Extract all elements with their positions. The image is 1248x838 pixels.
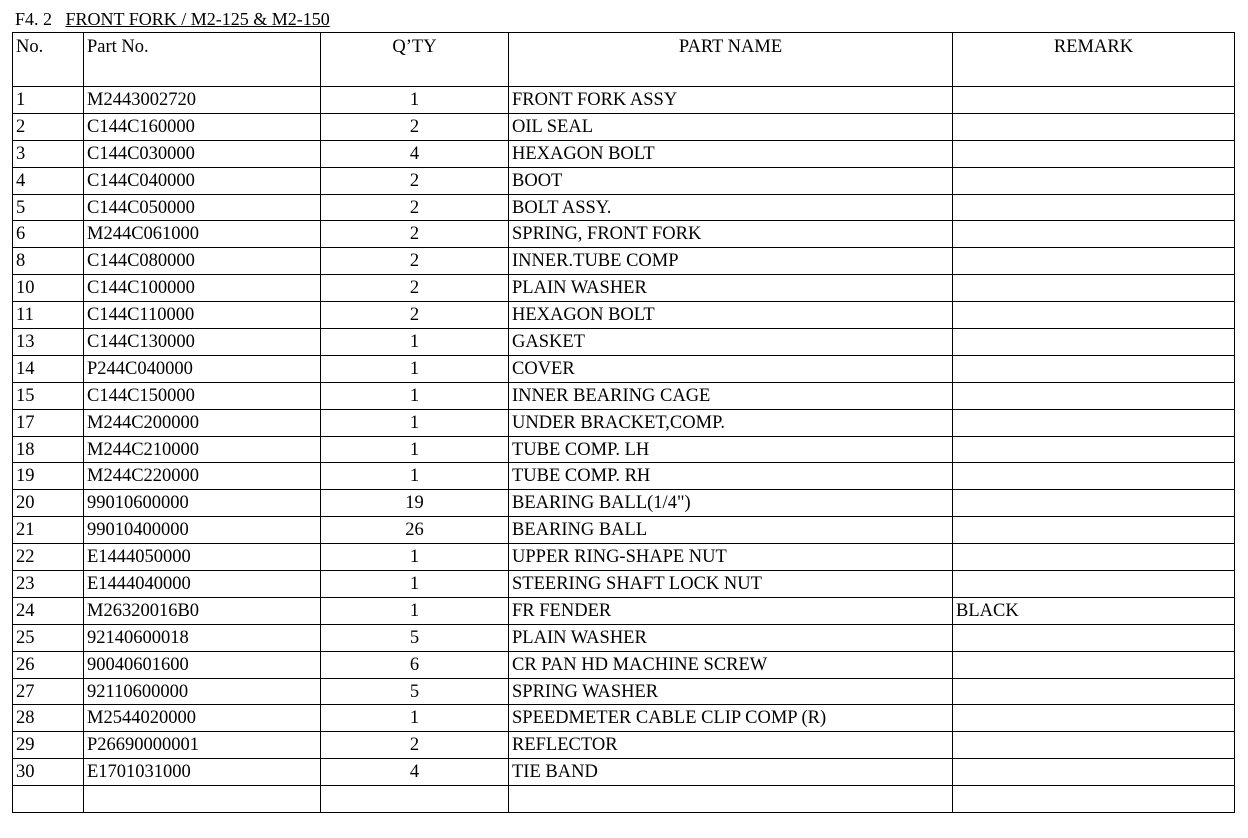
cell-part-no: C144C050000 — [84, 194, 321, 221]
cell-remark — [953, 786, 1235, 813]
table-row — [13, 544, 1235, 571]
cell-part-no: M244C220000 — [84, 463, 321, 490]
cell-no: 26 — [13, 651, 84, 678]
cell-qty: 1 — [321, 705, 509, 732]
table-header-row — [13, 33, 1235, 87]
cell-remark — [953, 463, 1235, 490]
cell-part-no: 99010600000 — [84, 490, 321, 517]
cell-part-name: BEARING BALL — [509, 517, 953, 544]
cell-part-name: REFLECTOR — [509, 732, 953, 759]
cell-part-no: C144C160000 — [84, 113, 321, 140]
cell-no: 1 — [13, 87, 84, 114]
cell-remark — [953, 113, 1235, 140]
cell-part-name: BOLT ASSY. — [509, 194, 953, 221]
cell-no: 5 — [13, 194, 84, 221]
cell-part-no: 90040601600 — [84, 651, 321, 678]
table-row — [13, 167, 1235, 194]
cell-qty: 4 — [321, 759, 509, 786]
cell-no: 21 — [13, 517, 84, 544]
cell-remark — [953, 194, 1235, 221]
cell-no: 23 — [13, 571, 84, 598]
cell-no: 22 — [13, 544, 84, 571]
cell-remark — [953, 517, 1235, 544]
cell-remark — [953, 544, 1235, 571]
cell-part-no: 99010400000 — [84, 517, 321, 544]
cell-part-no: C144C130000 — [84, 329, 321, 356]
cell-part-no: 92110600000 — [84, 678, 321, 705]
table-row — [13, 678, 1235, 705]
column-header-no: No. — [13, 33, 84, 87]
cell-qty: 6 — [321, 651, 509, 678]
table-row — [13, 786, 1235, 813]
table-row — [13, 355, 1235, 382]
cell-remark — [953, 87, 1235, 114]
cell-qty: 2 — [321, 275, 509, 302]
table-row — [13, 87, 1235, 114]
table-row — [13, 409, 1235, 436]
cell-no: 18 — [13, 436, 84, 463]
cell-no: 3 — [13, 140, 84, 167]
cell-part-no: C144C110000 — [84, 302, 321, 329]
cell-remark — [953, 571, 1235, 598]
cell-remark — [953, 678, 1235, 705]
cell-part-name: HEXAGON BOLT — [509, 140, 953, 167]
table-row — [13, 382, 1235, 409]
cell-qty: 5 — [321, 624, 509, 651]
cell-part-no: C144C040000 — [84, 167, 321, 194]
table-row — [13, 275, 1235, 302]
cell-qty: 2 — [321, 221, 509, 248]
cell-remark — [953, 436, 1235, 463]
cell-no: 8 — [13, 248, 84, 275]
cell-part-name: PLAIN WASHER — [509, 275, 953, 302]
cell-no: 13 — [13, 329, 84, 356]
table-row — [13, 113, 1235, 140]
cell-remark — [953, 490, 1235, 517]
cell-part-no — [84, 786, 321, 813]
cell-part-no: M244C200000 — [84, 409, 321, 436]
cell-part-name: HEXAGON BOLT — [509, 302, 953, 329]
table-row — [13, 517, 1235, 544]
cell-qty: 2 — [321, 732, 509, 759]
cell-no: 24 — [13, 597, 84, 624]
cell-part-name: SPRING WASHER — [509, 678, 953, 705]
section-title: FRONT FORK / M2-125 & M2-150 — [65, 9, 330, 29]
cell-remark — [953, 302, 1235, 329]
table-row — [13, 490, 1235, 517]
cell-qty: 1 — [321, 463, 509, 490]
table-row — [13, 302, 1235, 329]
table-row — [13, 571, 1235, 598]
column-header-part-name: PART NAME — [509, 33, 953, 87]
cell-qty: 26 — [321, 517, 509, 544]
cell-part-name: CR PAN HD MACHINE SCREW — [509, 651, 953, 678]
cell-part-name: GASKET — [509, 329, 953, 356]
cell-remark — [953, 651, 1235, 678]
table-row — [13, 624, 1235, 651]
cell-part-name: TIE BAND — [509, 759, 953, 786]
cell-remark — [953, 382, 1235, 409]
table-row — [13, 463, 1235, 490]
table-row — [13, 732, 1235, 759]
cell-qty: 1 — [321, 597, 509, 624]
cell-qty: 19 — [321, 490, 509, 517]
table-row — [13, 140, 1235, 167]
cell-part-name: INNER.TUBE COMP — [509, 248, 953, 275]
cell-qty: 1 — [321, 409, 509, 436]
cell-part-name: OIL SEAL — [509, 113, 953, 140]
parts-table — [12, 32, 1235, 813]
cell-no: 29 — [13, 732, 84, 759]
cell-part-no: C144C030000 — [84, 140, 321, 167]
cell-part-no: C144C150000 — [84, 382, 321, 409]
cell-part-name: STEERING SHAFT LOCK NUT — [509, 571, 953, 598]
cell-qty: 2 — [321, 248, 509, 275]
cell-remark — [953, 705, 1235, 732]
cell-part-name: INNER BEARING CAGE — [509, 382, 953, 409]
cell-no: 20 — [13, 490, 84, 517]
cell-qty: 1 — [321, 571, 509, 598]
cell-qty: 1 — [321, 355, 509, 382]
cell-part-no: P244C040000 — [84, 355, 321, 382]
cell-remark — [953, 140, 1235, 167]
cell-part-no: E1444040000 — [84, 571, 321, 598]
cell-no: 11 — [13, 302, 84, 329]
cell-part-name: SPEEDMETER CABLE CLIP COMP (R) — [509, 705, 953, 732]
cell-part-no: C144C080000 — [84, 248, 321, 275]
cell-part-no: M244C210000 — [84, 436, 321, 463]
cell-qty: 4 — [321, 140, 509, 167]
cell-remark — [953, 329, 1235, 356]
cell-remark — [953, 167, 1235, 194]
cell-part-name: TUBE COMP. RH — [509, 463, 953, 490]
cell-no: 28 — [13, 705, 84, 732]
cell-part-no: 92140600018 — [84, 624, 321, 651]
cell-no: 19 — [13, 463, 84, 490]
cell-no: 17 — [13, 409, 84, 436]
cell-remark — [953, 221, 1235, 248]
section-number: F4. 2 — [15, 9, 53, 29]
cell-part-name: UPPER RING-SHAPE NUT — [509, 544, 953, 571]
cell-no: 30 — [13, 759, 84, 786]
cell-qty: 1 — [321, 544, 509, 571]
cell-part-no: M2544020000 — [84, 705, 321, 732]
table-row — [13, 651, 1235, 678]
cell-qty — [321, 786, 509, 813]
cell-part-no: P26690000001 — [84, 732, 321, 759]
section-heading — [15, 8, 330, 30]
table-row — [13, 194, 1235, 221]
cell-no: 25 — [13, 624, 84, 651]
cell-remark — [953, 732, 1235, 759]
cell-no: 14 — [13, 355, 84, 382]
cell-remark — [953, 248, 1235, 275]
cell-remark — [953, 275, 1235, 302]
cell-part-name: UNDER BRACKET,COMP. — [509, 409, 953, 436]
table-row — [13, 436, 1235, 463]
cell-remark: BLACK — [953, 597, 1235, 624]
table-row — [13, 705, 1235, 732]
cell-no: 10 — [13, 275, 84, 302]
cell-part-no: E1444050000 — [84, 544, 321, 571]
cell-part-no: M26320016B0 — [84, 597, 321, 624]
cell-no: 2 — [13, 113, 84, 140]
column-header-part-no: Part No. — [84, 33, 321, 87]
cell-part-name: BOOT — [509, 167, 953, 194]
cell-no: 4 — [13, 167, 84, 194]
cell-part-name — [509, 786, 953, 813]
cell-no: 6 — [13, 221, 84, 248]
cell-remark — [953, 409, 1235, 436]
cell-part-no: C144C100000 — [84, 275, 321, 302]
cell-part-no: M244C061000 — [84, 221, 321, 248]
cell-qty: 1 — [321, 329, 509, 356]
cell-part-name: BEARING BALL(1/4") — [509, 490, 953, 517]
table-row — [13, 759, 1235, 786]
cell-qty: 2 — [321, 113, 509, 140]
table-row — [13, 221, 1235, 248]
cell-part-no: E1701031000 — [84, 759, 321, 786]
cell-part-name: TUBE COMP. LH — [509, 436, 953, 463]
column-header-remark: REMARK — [953, 33, 1235, 87]
cell-remark — [953, 355, 1235, 382]
cell-part-name: FRONT FORK ASSY — [509, 87, 953, 114]
cell-remark — [953, 759, 1235, 786]
cell-part-name: PLAIN WASHER — [509, 624, 953, 651]
cell-part-name: FR FENDER — [509, 597, 953, 624]
cell-no: 27 — [13, 678, 84, 705]
cell-part-name: COVER — [509, 355, 953, 382]
cell-part-name: SPRING, FRONT FORK — [509, 221, 953, 248]
cell-no — [13, 786, 84, 813]
cell-remark — [953, 624, 1235, 651]
cell-qty: 1 — [321, 436, 509, 463]
column-header-qty: Q’TY — [321, 33, 509, 87]
cell-no: 15 — [13, 382, 84, 409]
cell-qty: 2 — [321, 194, 509, 221]
table-row — [13, 597, 1235, 624]
cell-part-no: M2443002720 — [84, 87, 321, 114]
table-row — [13, 329, 1235, 356]
cell-qty: 5 — [321, 678, 509, 705]
cell-qty: 1 — [321, 87, 509, 114]
cell-qty: 2 — [321, 302, 509, 329]
cell-qty: 1 — [321, 382, 509, 409]
cell-qty: 2 — [321, 167, 509, 194]
table-row — [13, 248, 1235, 275]
